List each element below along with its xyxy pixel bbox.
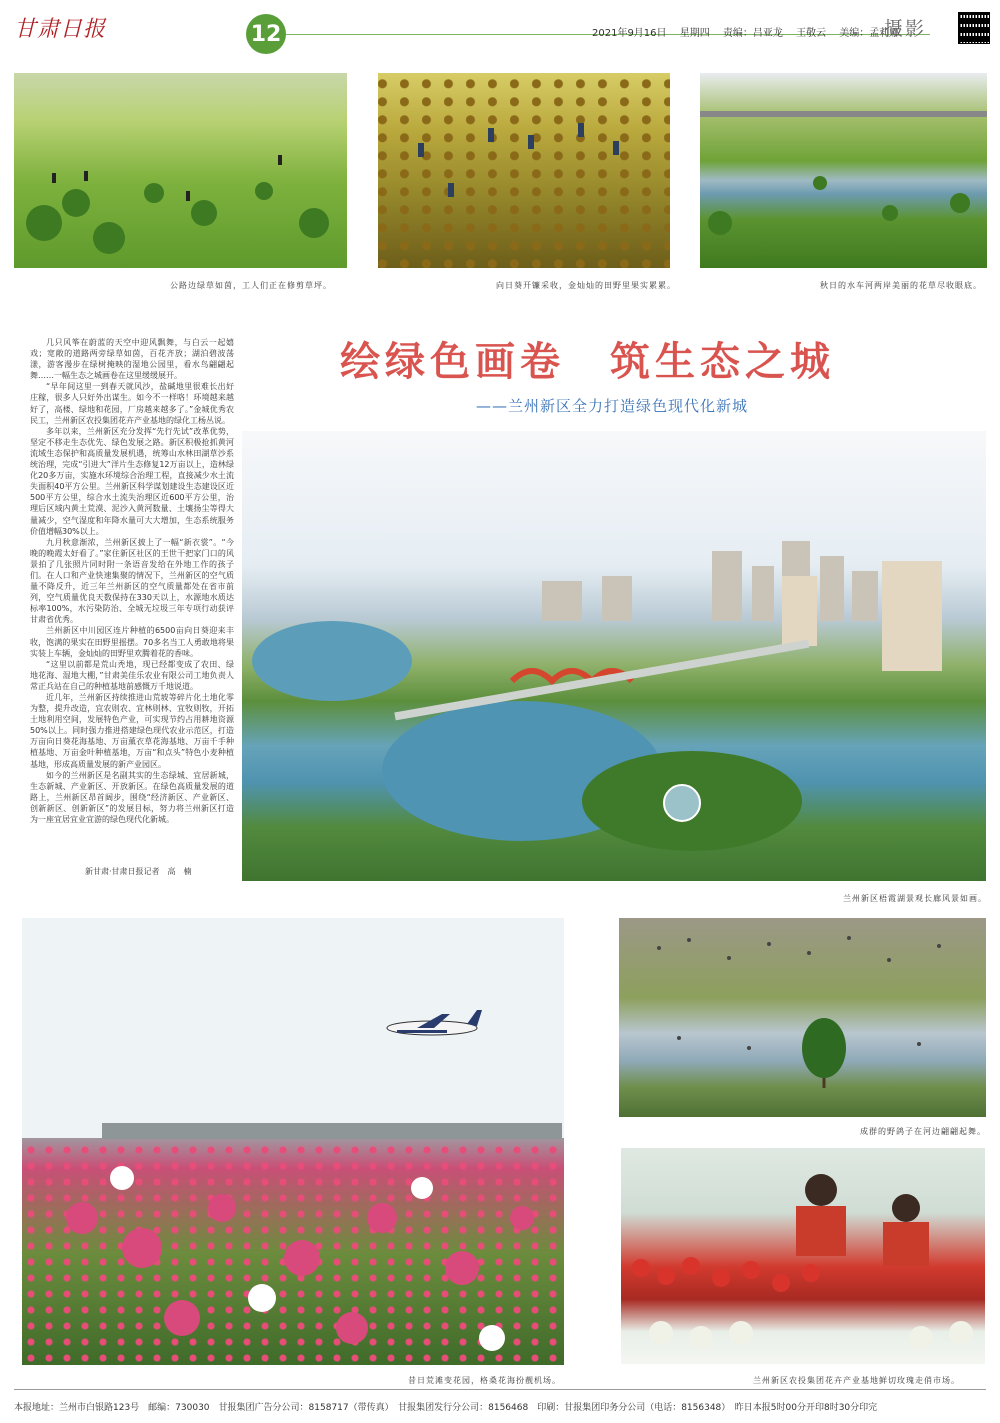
editor-credit: 责编：吕亚龙 [722, 28, 783, 39]
caption-aerial: 兰州新区梧霞湖景观长廊风景如画。 [843, 894, 987, 903]
caption-sunflower: 向日葵开镰采收，金灿灿的田野里果实累累。 [496, 281, 676, 290]
photo-flower-field [22, 918, 564, 1365]
footer-info: 本报地址：兰州市白银路123号 邮编：730030 甘报集团广告分公司：8158717（带传真） 甘报集团发行分公司：8156468 印刷：甘报集团印务分公司（电话：8156348） 昨日本报5时00分开印8时30分印完 [14, 1403, 878, 1413]
flower-field-illustration [22, 918, 564, 1365]
aerial-city-illustration [242, 431, 986, 881]
caption-roses: 兰州新区农投集团花卉产业基地鲜切玫瑰走俏市场。 [753, 1376, 960, 1385]
caption-river: 秋日的水车河两岸美丽的花草尽收眼底。 [820, 281, 982, 290]
photo-geese [619, 918, 986, 1117]
designer-credit: 美编：孟莉娜 [839, 28, 900, 39]
issue-weekday: 星期四 [679, 28, 710, 39]
article-paragraph: 几只风筝在蔚蓝的天空中迎风飘舞，与白云一起嬉戏；宽敞的道路两旁绿草如茵，百花齐放；湖泊碧波荡漾，游客漫步在绿树掩映的湿地公园里，看水鸟翩翩起舞……一幅生态之城画卷在这里缓缓展开。 [30, 338, 234, 381]
article-paragraph: 九月秋意渐浓，兰州新区披上了一幅“新衣裳”。“今晚的晚霞太好看了。”家住新区社区的王世干把家门口的风景拍了几张照片同时附一条语音发给在外地工作的孩子们。在人口和产业快速集聚的情况下，兰州新区的空气质量不降反升，近三年兰州新区的空气质量都处在省市前列，空气质量优良天数保持在330天以上，水源地水质达标率100%，水污染防治、全城无垃圾三年专项行动获评甘肃省优秀。 [30, 537, 234, 625]
caption-flower-field: 昔日荒滩变花园，格桑花海扮靓机场。 [408, 1376, 561, 1385]
caption-geese: 成群的野鸽子在河边翩翩起舞。 [860, 1127, 986, 1136]
footer-rule [14, 1389, 986, 1390]
article-subhead: ——兰州新区全力打造绿色现代化新城 [476, 397, 749, 415]
editor2-credit: 王敬云 [796, 28, 827, 39]
article-body [30, 337, 234, 877]
article-byline: 新甘肃·甘肃日报记者 高 楠 [85, 867, 192, 876]
photo-meadow [14, 73, 347, 268]
photo-aerial-city [242, 431, 986, 881]
page-number-badge: 12 [246, 14, 286, 54]
article-paragraph: 近几年，兰州新区持续推进山荒坡等碎片化土地化零为整，提升改造，宜农则农、宜林则林、宜牧则牧，开拓土地利用空间，发展特色产业，可实现节约占用耕地资源50%以上。同时强力推进搭建绿色现代农业示范区，打造万亩向日葵花海基地、万亩薰衣草花海基地、万亩千手种植基地、万亩金叶种植基地，万亩“和点头”特色小麦种植基地，形成高质量发展的新产业园区。 [30, 693, 234, 769]
harvest-workers-illustration [378, 73, 670, 268]
article-paragraph: 多年以来，兰州新区充分发挥“先行先试”改革优势，坚定不移走生态优先、绿色发展之路。新区积极抢抓黄河流域生态保护和高质量发展机遇，统筹山水林田湖草沙系统治理，完成“引进大”洋片生态修复12万亩以上，造林绿化20多万亩，实施水环境综合治理工程，直接减少水土流失面积40平方公里。兰州新区科学谋划建设生态建设区近500平方公里，综合水土流失治理区近600平方公里，治理后区域内黄土荒漠、泥沙入黄河数量、土壤扬尘等得大量减少，空气湿度和年降水量可大大增加，生态系统服务价值增幅30%以上。 [30, 426, 234, 536]
article-paragraph: “这里以前都是荒山秃地，现已经都变成了农田、绿地花海、湿地大棚，”甘肃美佳乐农业有限公司工地负责人常正兵站在自己的种植基地前感慨万千地说道。 [30, 659, 234, 691]
qr-code-icon[interactable] [958, 12, 990, 44]
article-paragraph: “早年间这里一到春天就风沙，盐碱地里很难长出好庄稼，很多人只好外出谋生。如今不一样咯！环境越来越好了，高楼、绿地和花园，厂房越来越多了。”金城优秀农民工，兰州新区农投集团花卉产业基地的绿化工杨丛说。 [30, 382, 234, 425]
photo-sunflower [378, 73, 670, 268]
meadow-trees-illustration [14, 73, 347, 268]
article-headline: 绘绿色画卷 筑生态之城 [340, 339, 835, 385]
article-paragraph: 如今的兰州新区是名副其实的生态绿城、宜居新城，生态新城、产业新区、开放新区。在绿色高质量发展的道路上，兰州新区昂首阔步，围绕“经济新区、产业新区、创新新区、创新新区”的发展目标，努力将兰州新区打造为一座宜居宜业宜游的绿色现代化新城。 [30, 770, 234, 825]
caption-meadow: 公路边绿草如茵，工人们正在修剪草坪。 [170, 281, 332, 290]
article-paragraph: 兰州新区中川园区连片种植的6500亩向日葵迎来丰收，饱满的果实在田野里摇摆。70多名当工人勇敢地将果实装上车辆，金灿灿的田野里欢腾着花的香味。 [30, 626, 234, 658]
rose-workers-illustration [621, 1148, 985, 1364]
issue-date: 2021年9月16日 [592, 28, 667, 39]
masthead-logo: 甘肃日报 [14, 17, 107, 42]
section-name: 摄影 [884, 18, 927, 40]
riverbank-illustration [700, 73, 987, 268]
geese-illustration [619, 918, 986, 1117]
header-info [592, 24, 909, 39]
photo-river [700, 73, 987, 268]
photo-roses [621, 1148, 985, 1364]
